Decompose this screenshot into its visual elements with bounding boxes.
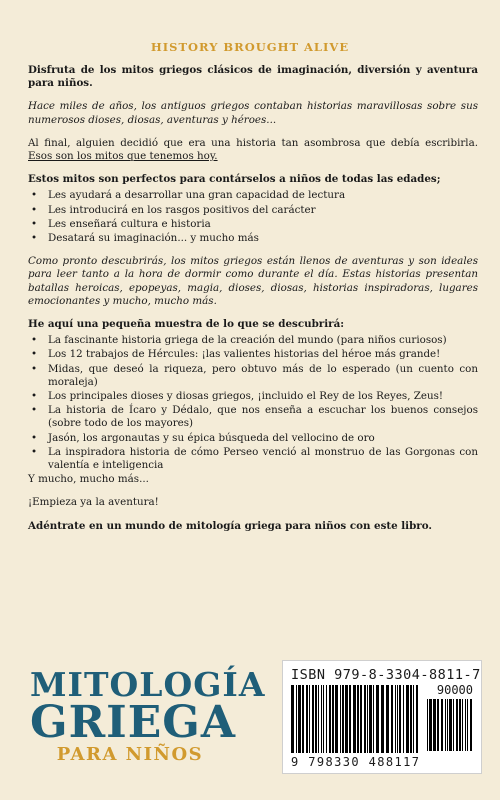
paragraph-writing <box>28 137 478 163</box>
logo-line-2: GRIEGA <box>30 697 236 748</box>
list-item: • Les ayudará a desarrollar una gran capacidad de lectura <box>28 189 478 202</box>
benefits-section <box>28 173 478 245</box>
list-item: • La fascinante historia griega de la creación del mundo (para niños curiosos) <box>28 334 478 347</box>
contents-heading: He aquí una pequeña muestra de lo que se descubrirá: <box>28 318 345 331</box>
list-item: • Midas, que deseó la riqueza, pero obtuvo más de lo esperado (un cuento con moraleja) <box>28 363 478 389</box>
list-item: • Desatará su imaginación... y mucho más <box>28 232 478 245</box>
intro-line: Disfruta de los mitos griegos clásicos de imaginación, diversión y aventura para niños. <box>28 64 478 90</box>
paragraph-writing-text: Al final, alguien decidió que era una historia tan asombrosa que debía escribirla. <box>28 136 478 149</box>
contents-tail: Y mucho, mucho más... <box>28 473 149 486</box>
paragraph-history: Hace miles de años, los antiguos griegos contaban historias maravillosas sobre sus numerosos dioses, diosas, aventuras y héroes... <box>28 100 478 126</box>
ean-number: 9 798330 488117 <box>291 755 421 769</box>
logo-line-1: MITOLOGÍA <box>30 665 266 704</box>
price-code: 90000 <box>436 683 473 697</box>
price-barcode-bars-icon <box>427 699 473 751</box>
call-to-action: ¡Empieza ya la aventura! <box>28 496 159 509</box>
list-item: • Jasón, los argonautas y su épica búsqueda del vellocino de oro <box>28 432 478 445</box>
list-item: • La historia de Ícaro y Dédalo, que nos enseña a escuchar los buenos consejos (sobre todo de los mayores) <box>28 404 478 430</box>
title-logo <box>30 665 266 766</box>
logo-line-3: PARA NIÑOS <box>56 744 204 765</box>
list-item: • Les introducirá en los rasgos positivos del carácter <box>28 204 478 217</box>
contents-section <box>28 318 478 486</box>
list-item: • Les enseñará cultura e historia <box>28 218 478 231</box>
blurb-content <box>28 64 478 543</box>
paragraph-adventures: Como pronto descubrirás, los mitos griegos están llenos de aventuras y son ideales para leer tanto a la hora de dormir como durante el día. Estas historias presentan batallas heroicas, epopeyas, magia, dioses, diosas, historias inspiradoras, lugares emocionantes y mucho, mucho más. <box>28 255 478 307</box>
barcode-bars-icon <box>291 685 421 753</box>
contents-list <box>28 334 478 472</box>
list-item: • La inspiradora historia de cómo Perseo venció al monstruo de las Gorgonas con valentía e inteligencia <box>28 446 478 472</box>
benefits-list <box>28 189 478 245</box>
list-item: • Los principales dioses y diosas griegos, ¡incluido el Rey de los Reyes, Zeus! <box>28 390 478 403</box>
paragraph-writing-underlined: Esos son los mitos que tenemos hoy. <box>28 150 218 163</box>
benefits-heading: Estos mitos son perfectos para contárselos a niños de todas las edades; <box>28 173 441 186</box>
list-item: • Los 12 trabajos de Hércules: ¡las valientes historias del héroe más grande! <box>28 348 478 361</box>
series-kicker: HISTORY BROUGHT ALIVE <box>150 40 350 54</box>
isbn-barcode <box>282 660 482 774</box>
closing-line: Adéntrate en un mundo de mitología griega para niños con este libro. <box>28 519 432 532</box>
isbn-number: ISBN 979-8-3304-8811-7 <box>291 667 481 683</box>
